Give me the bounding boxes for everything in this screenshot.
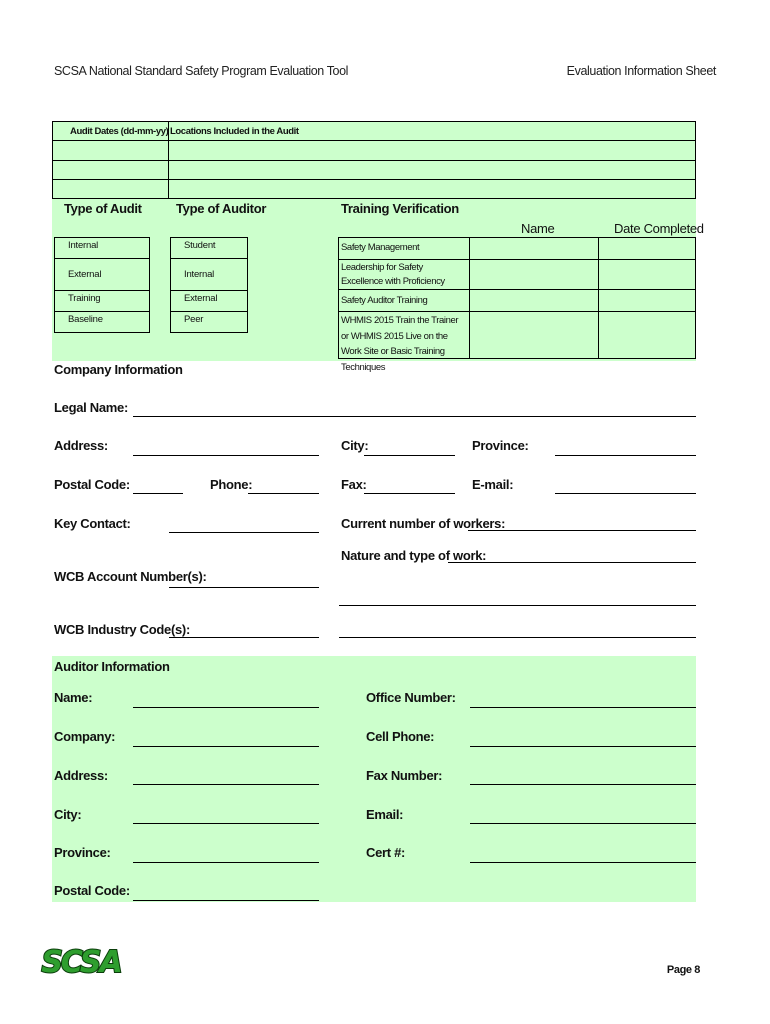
training-date-cell[interactable] [599,238,695,259]
email-field[interactable] [555,493,696,494]
document-title: SCSA National Standard Safety Program Evaluation Tool [54,64,349,78]
audit-type-external[interactable] [54,258,150,291]
auditor-city-label: City: [54,807,82,822]
fax-number-field[interactable] [470,784,696,785]
option-label: Internal [68,240,99,251]
training-name-cell[interactable] [470,312,598,358]
option-label: Student [184,240,216,251]
option-label: Training [68,293,101,304]
nature-of-work-label: Nature and type of work: [341,548,487,563]
company-info-heading: Company Information [54,362,183,377]
wcb-account-field[interactable] [169,587,319,588]
cell-phone-field[interactable] [470,746,696,747]
workers-field[interactable] [468,530,696,531]
cell-phone-label: Cell Phone: [366,729,435,744]
province-field[interactable] [555,455,696,456]
nature-of-work-field[interactable] [448,562,696,563]
scsa-logo-graphic [41,934,121,982]
auditor-email-label: Email: [366,807,404,822]
postal-code-field[interactable] [133,493,183,494]
option-label: Internal [184,269,215,280]
fax-number-label: Fax Number: [366,768,443,783]
auditor-name-field[interactable] [133,707,319,708]
auditor-company-label: Company: [54,729,116,744]
province-label: Province: [472,438,529,453]
audit-type-training[interactable] [54,290,150,312]
address-label: Address: [54,438,108,453]
auditor-province-field[interactable] [133,862,319,863]
auditor-type-student[interactable] [170,237,248,259]
auditor-info-heading: Auditor Information [54,659,170,674]
fax-label: Fax: [341,477,367,492]
location-cell[interactable] [169,180,695,198]
type-of-auditor-heading: Type of Auditor [176,201,267,216]
auditor-type-peer[interactable] [170,311,248,333]
email-label: E-mail: [472,477,514,492]
auditor-city-field[interactable] [133,823,319,824]
cert-label: Cert #: [366,845,406,860]
training-date-cell[interactable] [599,260,695,289]
location-cell[interactable] [169,161,695,179]
training-verification-table [338,237,696,373]
nature-of-work-field-line3[interactable] [339,637,696,638]
auditor-address-label: Address: [54,768,108,783]
wcb-industry-label: WCB Industry Code(s): [54,622,190,637]
audit-type-internal[interactable] [54,237,150,259]
workers-label: Current number of workers: [341,516,506,531]
training-name-cell[interactable] [470,260,598,289]
location-cell[interactable] [169,141,695,160]
nature-of-work-field-line2[interactable] [339,605,696,606]
city-field[interactable] [364,455,455,456]
option-label: Baseline [68,314,103,325]
date-completed-column-header: Date Completed [614,221,704,236]
name-column-header: Name [521,221,555,236]
training-row-label: Safety Management [341,242,420,253]
option-label: External [68,269,102,280]
option-label: External [184,293,218,304]
audit-date-cell[interactable] [53,141,168,160]
option-label: Peer [184,314,204,325]
audit-dates-table [52,121,696,199]
fax-field[interactable] [364,493,455,494]
office-number-label: Office Number: [366,690,456,705]
cert-field[interactable] [470,862,696,863]
wcb-industry-field[interactable] [169,637,319,638]
training-name-cell[interactable] [470,238,598,259]
key-contact-label: Key Contact: [54,516,131,531]
phone-label: Phone: [210,477,253,492]
auditor-name-label: Name: [54,690,93,705]
legal-name-label: Legal Name: [54,400,129,415]
auditor-address-field[interactable] [133,784,319,785]
training-date-cell[interactable] [599,312,695,358]
city-label: City: [341,438,369,453]
training-date-cell[interactable] [599,290,695,311]
training-row-label: Leadership for Safety Excellence with Proficiency [341,262,445,287]
sheet-title: Evaluation Information Sheet [566,64,716,78]
key-contact-field[interactable] [169,532,319,533]
locations-header: Locations Included in the Audit [170,126,299,137]
auditor-type-external[interactable] [170,290,248,312]
legal-name-field[interactable] [133,416,696,417]
audit-date-cell[interactable] [53,180,168,198]
training-row-label: WHMIS 2015 Train the Trainer or WHMIS 2015 Live on the Work Site or Basic Training Techniques [341,315,459,373]
audit-dates-header: Audit Dates (dd-mm-yy) [70,126,169,137]
audit-date-cell[interactable] [53,161,168,179]
auditor-email-field[interactable] [470,823,696,824]
training-name-cell[interactable] [470,290,598,311]
wcb-account-label: WCB Account Number(s): [54,569,207,584]
auditor-type-internal[interactable] [170,258,248,291]
training-verification-heading: Training Verification [341,201,459,216]
auditor-postal-code-field[interactable] [133,900,319,901]
type-of-audit-heading: Type of Audit [64,201,142,216]
auditor-postal-code-label: Postal Code: [54,883,130,898]
audit-type-baseline[interactable] [54,311,150,333]
auditor-province-label: Province: [54,845,111,860]
address-field[interactable] [133,455,319,456]
training-row-label: Safety Auditor Training [341,295,428,306]
phone-field[interactable] [248,493,319,494]
page-number: Page 8 [666,964,700,976]
scsa-logo [41,934,121,982]
postal-code-label: Postal Code: [54,477,130,492]
office-number-field[interactable] [470,707,696,708]
logo-text: SCSA [41,945,121,980]
auditor-company-field[interactable] [133,746,319,747]
